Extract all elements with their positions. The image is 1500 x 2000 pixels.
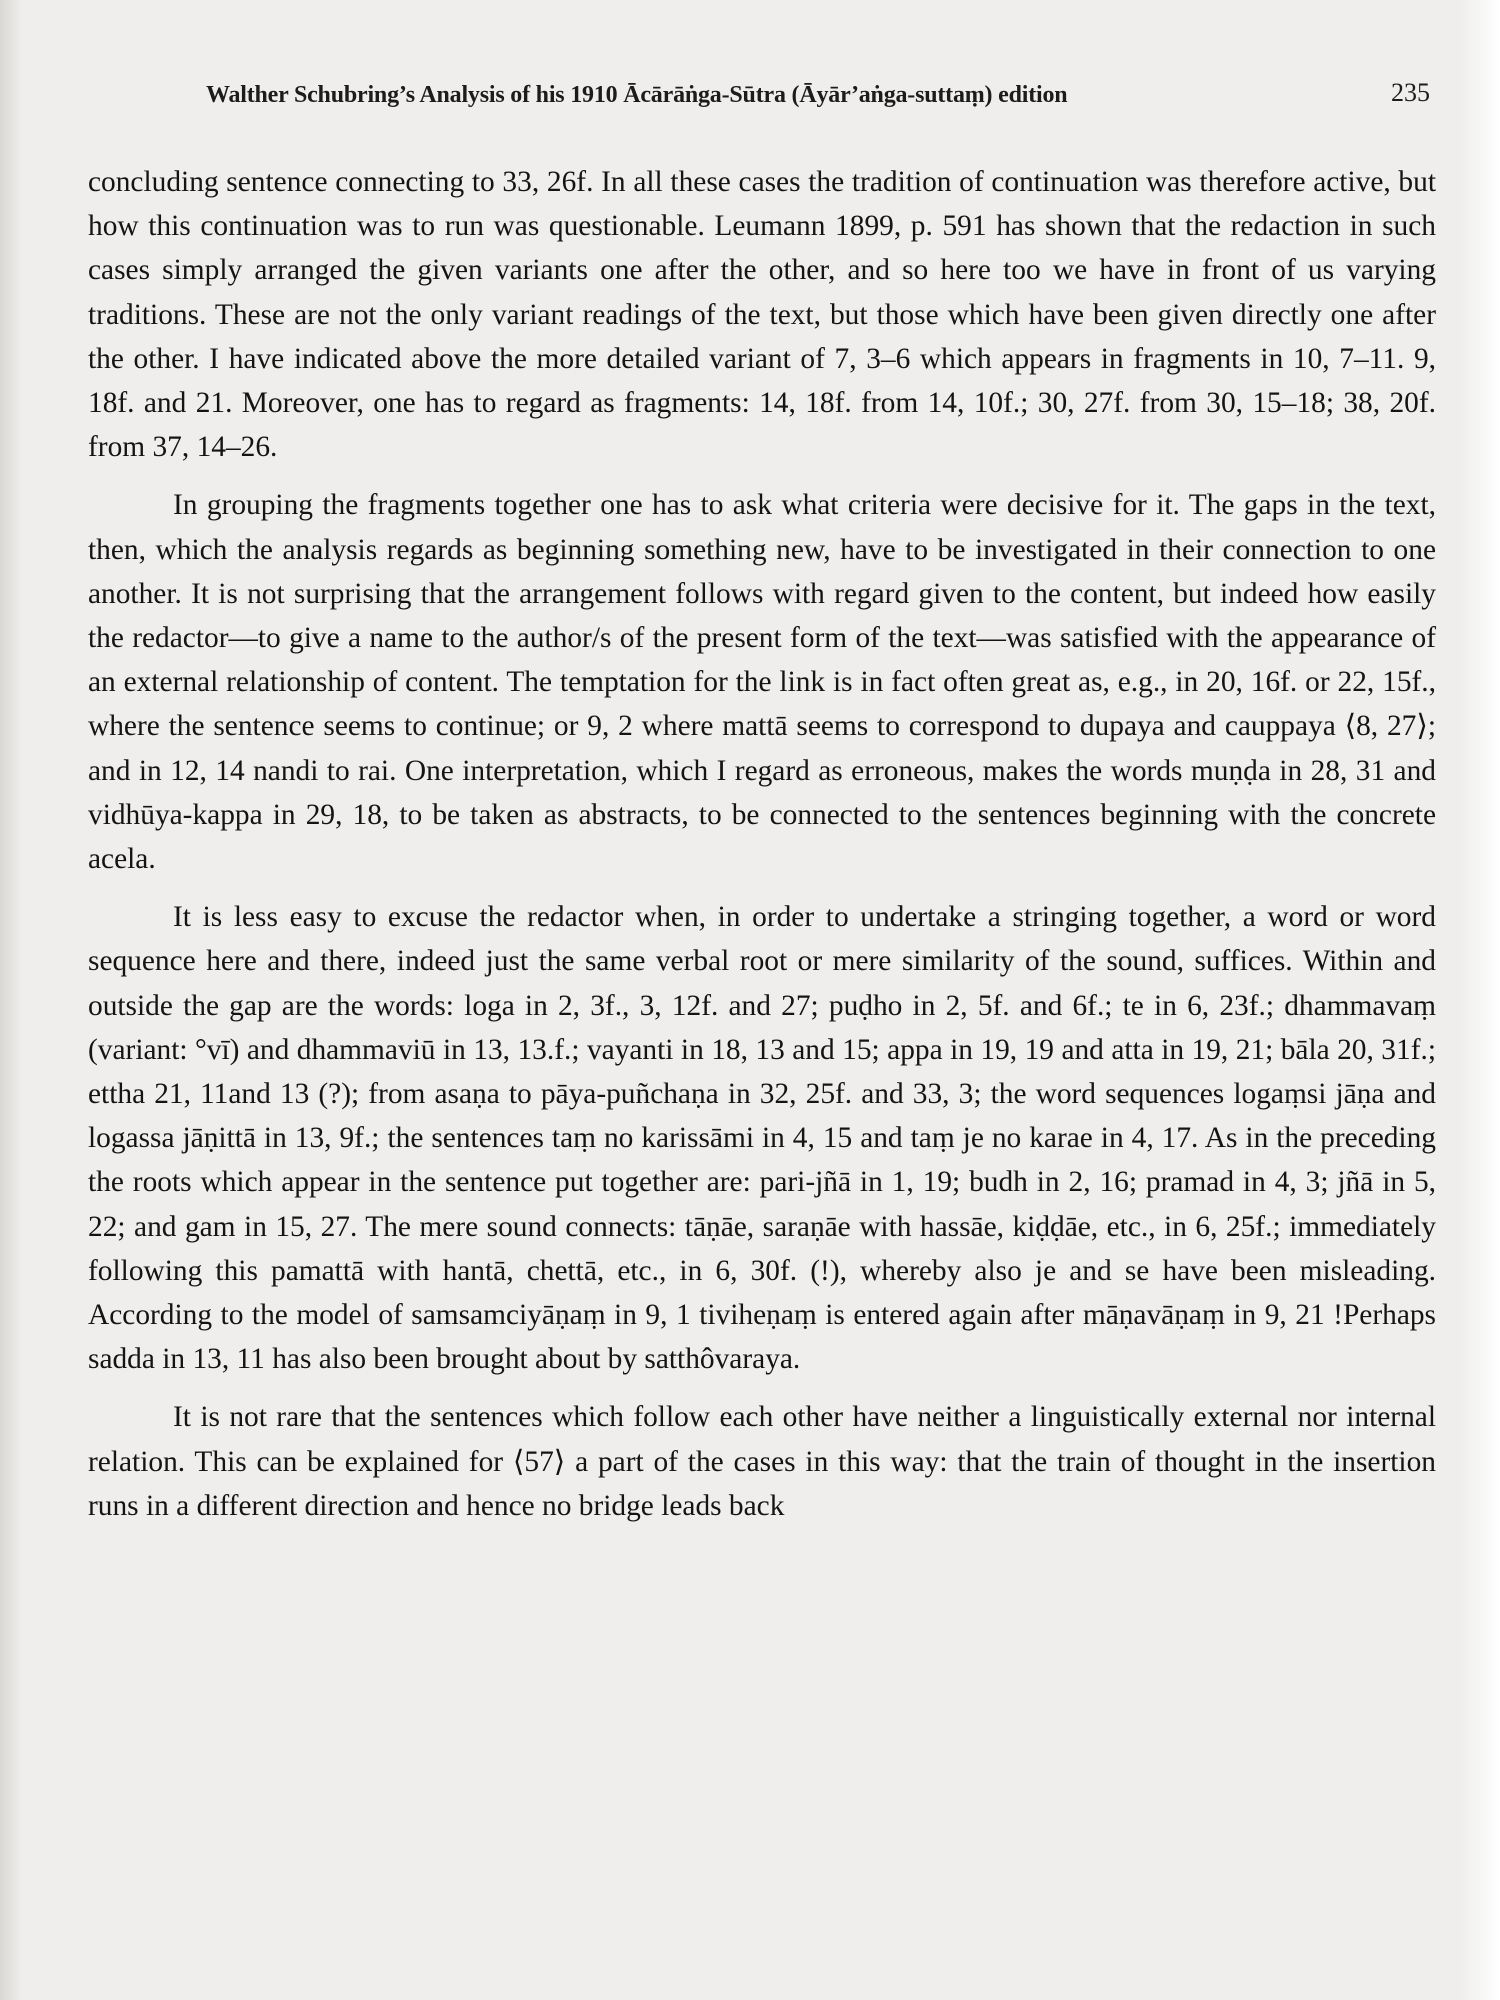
paragraph-1: concluding sentence connecting to 33, 26f. In all these cases the tradition of continuation was therefore active, but how this continuation was to run was questionable. Leumann 1899, p. 591 has shown that the redaction in such cases simply arranged the given variants one after the other, and so here too we have in front of us varying traditions. These are not the only variant readings of the text, but those which have been given directly one after the other. I have indicated above the more detailed variant of 7, 3–6 which appears in fragments in 10, 7–11. 9, 18f. and 21. Moreover, one has to regard as fragments: 14, 18f. from 14, 10f.; 30, 27f. from 30, 15–18; 38, 20f. from 37, 14–26.: [88, 166, 1436, 464]
page-number: 235: [1391, 78, 1430, 107]
body-text: [88, 160, 1436, 1528]
paragraph-4: It is not rare that the sentences which follow each other have neither a linguistically external nor internal relation. This can be explained for ⟨57⟩ a part of the cases in this way: that the train of thought in the insertion runs in a different direction and hence no bridge leads back: [88, 1401, 1436, 1522]
running-title: Walther Schubring’s Analysis of his 1910 Ācārāṅga-Sūtra (Āyār’aṅga-suttaṃ) edition: [206, 82, 1068, 108]
page-header: [138, 78, 1430, 118]
paragraph-2: In grouping the fragments together one has to ask what criteria were decisive for it. The gaps in the text, then, which the analysis regards as beginning something new, have to be investigated in their connection to one another. It is not surprising that the arrangement follows with regard given to the content, but indeed how easily the redactor—to give a name to the author/s of the present form of the text—was satisfied with the appearance of an external relationship of content. The temptation for the link is in fact often great as, e.g., in 20, 16f. or 22, 15f., where the sentence seems to continue; or 9, 2 where mattā seems to correspond to dupaya and cauppaya ⟨8, 27⟩; and in 12, 14 nandi to rai. One interpretation, which I regard as erroneous, makes the words muṇḍa in 28, 31 and vidhūya-kappa in 29, 18, to be taken as abstracts, to be connected to the sentences beginning with the concrete acela.: [88, 489, 1436, 876]
paragraph-3: It is less easy to excuse the redactor when, in order to undertake a stringing together, a word or word sequence here and there, indeed just the same verbal root or mere similarity of the sound, suffices. Within and outside the gap are the words: loga in 2, 3f., 3, 12f. and 27; puḍho in 2, 5f. and 6f.; te in 6, 23f.; dhammavaṃ (variant: °vī) and dhammaviū in 13, 13.f.; vayanti in 18, 13 and 15; appa in 19, 19 and atta in 19, 21; bāla 20, 31f.; ettha 21, 11and 13 (?); from asaṇa to pāya-puñchaṇa in 32, 25f. and 33, 3; the word sequences logaṃsi jāṇa and logassa jāṇittā in 13, 9f.; the sentences taṃ no karissāmi in 4, 15 and taṃ je no karae in 4, 17. As in the preceding the roots which appear in the sentence put together are: pari-jñā in 1, 19; budh in 2, 16; pramad in 4, 3; jñā in 5, 22; and gam in 15, 27. The mere sound connects: tāṇāe, saraṇāe with hassāe, kiḍḍāe, etc., in 6, 25f.; immediately following this pamattā with hantā, chettā, etc., in 6, 30f. (!), whereby also je and se have been misleading. According to the model of samsamciyāṇaṃ in 9, 1 tiviheṇaṃ is entered again after māṇavāṇaṃ in 9, 21 !Perhaps sadda in 13, 11 has also been brought about by satthôvaraya.: [88, 901, 1436, 1376]
